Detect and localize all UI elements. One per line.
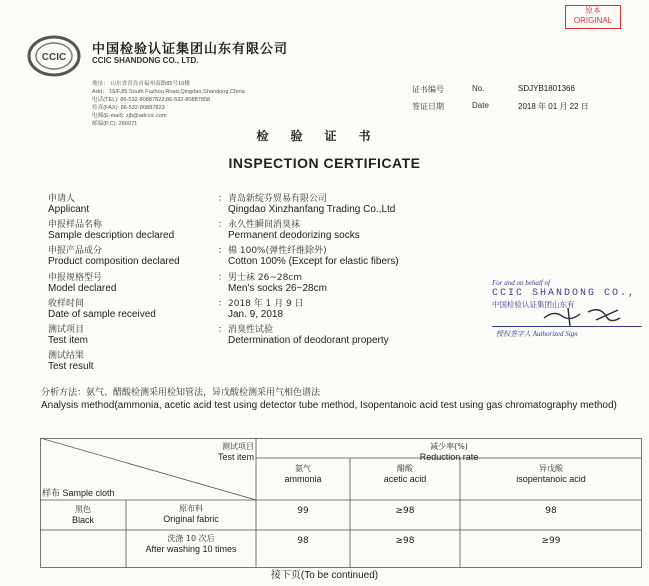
table-cell: ≥99 xyxy=(541,536,561,546)
date-label-cn: 签证日期 xyxy=(412,102,444,111)
address-line: Add： 16/F,85 South Fuzhou Road,Qingdao,Shandong,China xyxy=(92,89,245,95)
cert-no-value: SDJYB1801366 xyxy=(518,84,575,93)
composition-label-en: Product composition declared xyxy=(48,256,180,267)
received-value-cn: 2018 年 1 月 9 日 xyxy=(228,299,304,309)
applicant-label-en: Applicant xyxy=(48,204,90,215)
table-cell: ≥98 xyxy=(395,506,415,516)
method-en: Analysis method(ammonia, acetic acid test using detector tube method, Isopentanoic acid test using gas chromatography method) xyxy=(41,400,617,411)
composition-value-cn: 棉 100%(弹性纤维除外) xyxy=(228,246,327,256)
stamp-line-cn: 原本 xyxy=(585,6,601,15)
address-line: 传真(FAX): 86-532-80887823 xyxy=(92,105,165,111)
colon: ： xyxy=(218,299,228,309)
colon: ： xyxy=(218,246,228,256)
test-item-value-en: Determination of deodorant property xyxy=(228,335,389,346)
composition-label-cn: 申报产品成分 xyxy=(48,246,103,256)
org-name-cn: 中国检验认证集团山东有限公司 xyxy=(92,42,289,57)
date-label-en: Date xyxy=(472,101,489,110)
test-result-label-cn: 测试结果 xyxy=(48,351,85,361)
header-test-item-en: Test item xyxy=(217,452,254,462)
address-line: 电话(TEL): 86-532-80887822;86-532-80887858 xyxy=(92,97,211,103)
header-reduction-cn: 减少率(%) xyxy=(430,442,468,451)
column-acetic-acid: 醋酸 acetic acid xyxy=(383,464,427,484)
applicant-label-cn: 申请人 xyxy=(48,194,76,204)
model-value-cn: 男士袜 26~28cm xyxy=(228,273,303,283)
address-line: 地址： 山东省青岛市福州南路85号16楼 xyxy=(92,81,190,87)
table-row-label: 洗涤 10 次后 After washing 10 times xyxy=(145,534,237,554)
table-row-label: 原布料 Original fabric xyxy=(163,504,219,524)
test-item-label-cn: 测试项目 xyxy=(48,325,85,335)
sample-label-cn: 申报样品名称 xyxy=(48,220,103,230)
method-cn: 分析方法：氨气、醋酸检测采用检知管法，异戊酸检测采用气相色谱法 xyxy=(41,388,321,398)
results-table xyxy=(40,438,642,568)
table-cell: ≥98 xyxy=(395,536,415,546)
ccic-logo xyxy=(27,35,81,77)
applicant-value-en: Qingdao Xinzhanfang Trading Co.,Ltd xyxy=(228,204,396,215)
address-line: 邮编(P.C): 266071 xyxy=(92,121,138,127)
test-item-value-cn: 消臭性试验 xyxy=(228,325,274,335)
signature-behalf-line: For and on behalf of xyxy=(492,279,550,287)
received-label-en: Date of sample received xyxy=(48,309,156,320)
table-cell: 98 xyxy=(297,536,309,546)
column-ammonia: 氨气 ammonia xyxy=(284,464,322,484)
model-value-en: Men's socks 26~28cm xyxy=(228,283,327,294)
sample-label-en: Sample description declared xyxy=(48,230,175,241)
test-item-label-en: Test item xyxy=(48,335,89,346)
received-value-en: Jan. 9, 2018 xyxy=(228,309,284,320)
org-name-en: CCIC SHANDONG CO., LTD. xyxy=(92,56,199,65)
sample-value-en: Permanent deodorizing socks xyxy=(228,230,360,241)
signature-company-en: CCIC SHANDONG CO., xyxy=(492,288,637,299)
to-be-continued: 接下页(To be continued) xyxy=(270,570,379,581)
signature-authorized-label: 授权签字人 Authorized Sign xyxy=(496,330,578,338)
header-test-item-cn: 测试项目 xyxy=(222,442,254,451)
table-cell: 98 xyxy=(545,506,557,516)
column-isopentanoic-acid: 异戊酸 isopentanoic acid xyxy=(516,464,586,484)
applicant-value-cn: 青岛新绽芬贸易有限公司 xyxy=(228,194,328,204)
received-label-cn: 收样时间 xyxy=(48,299,85,309)
composition-value-en: Cotton 100% (Except for elastic fibers) xyxy=(228,256,399,267)
model-label-en: Model declared xyxy=(48,283,117,294)
cert-no-label-cn: 证书编号 xyxy=(412,85,444,94)
title-en: INSPECTION CERTIFICATE xyxy=(228,155,421,171)
address-line: 电邮(E-mail): zjb@adccic.com xyxy=(92,113,167,119)
signature-line xyxy=(492,326,642,327)
table-cell: 99 xyxy=(297,506,309,516)
sample-value-cn: 永久性瞬间消臭袜 xyxy=(228,220,301,230)
colon: ： xyxy=(218,273,228,283)
title-cn: 检验证书 xyxy=(256,129,393,143)
colon: ： xyxy=(218,194,228,204)
header-reduction xyxy=(256,441,642,463)
header-test-item xyxy=(170,441,254,463)
svg-text:CCIC: CCIC xyxy=(41,52,67,63)
stamp-line-en: ORIGINAL xyxy=(573,16,613,25)
colon: ： xyxy=(218,220,228,230)
sample-color: 黑色 Black xyxy=(71,505,94,525)
cert-no-label-en: No. xyxy=(472,84,485,93)
date-value: 2018 年 01 月 22 日 xyxy=(518,102,589,111)
original-stamp xyxy=(565,5,621,29)
test-result-label-en: Test result xyxy=(48,361,94,372)
colon: ： xyxy=(218,325,228,335)
header-sample-cloth: 样布 Sample cloth xyxy=(42,488,115,498)
header-reduction-en: Reduction rate xyxy=(419,452,479,462)
model-label-cn: 申报规格型号 xyxy=(48,273,103,283)
signature-company-cn: 中国检验认证集团山东有 xyxy=(492,300,575,309)
